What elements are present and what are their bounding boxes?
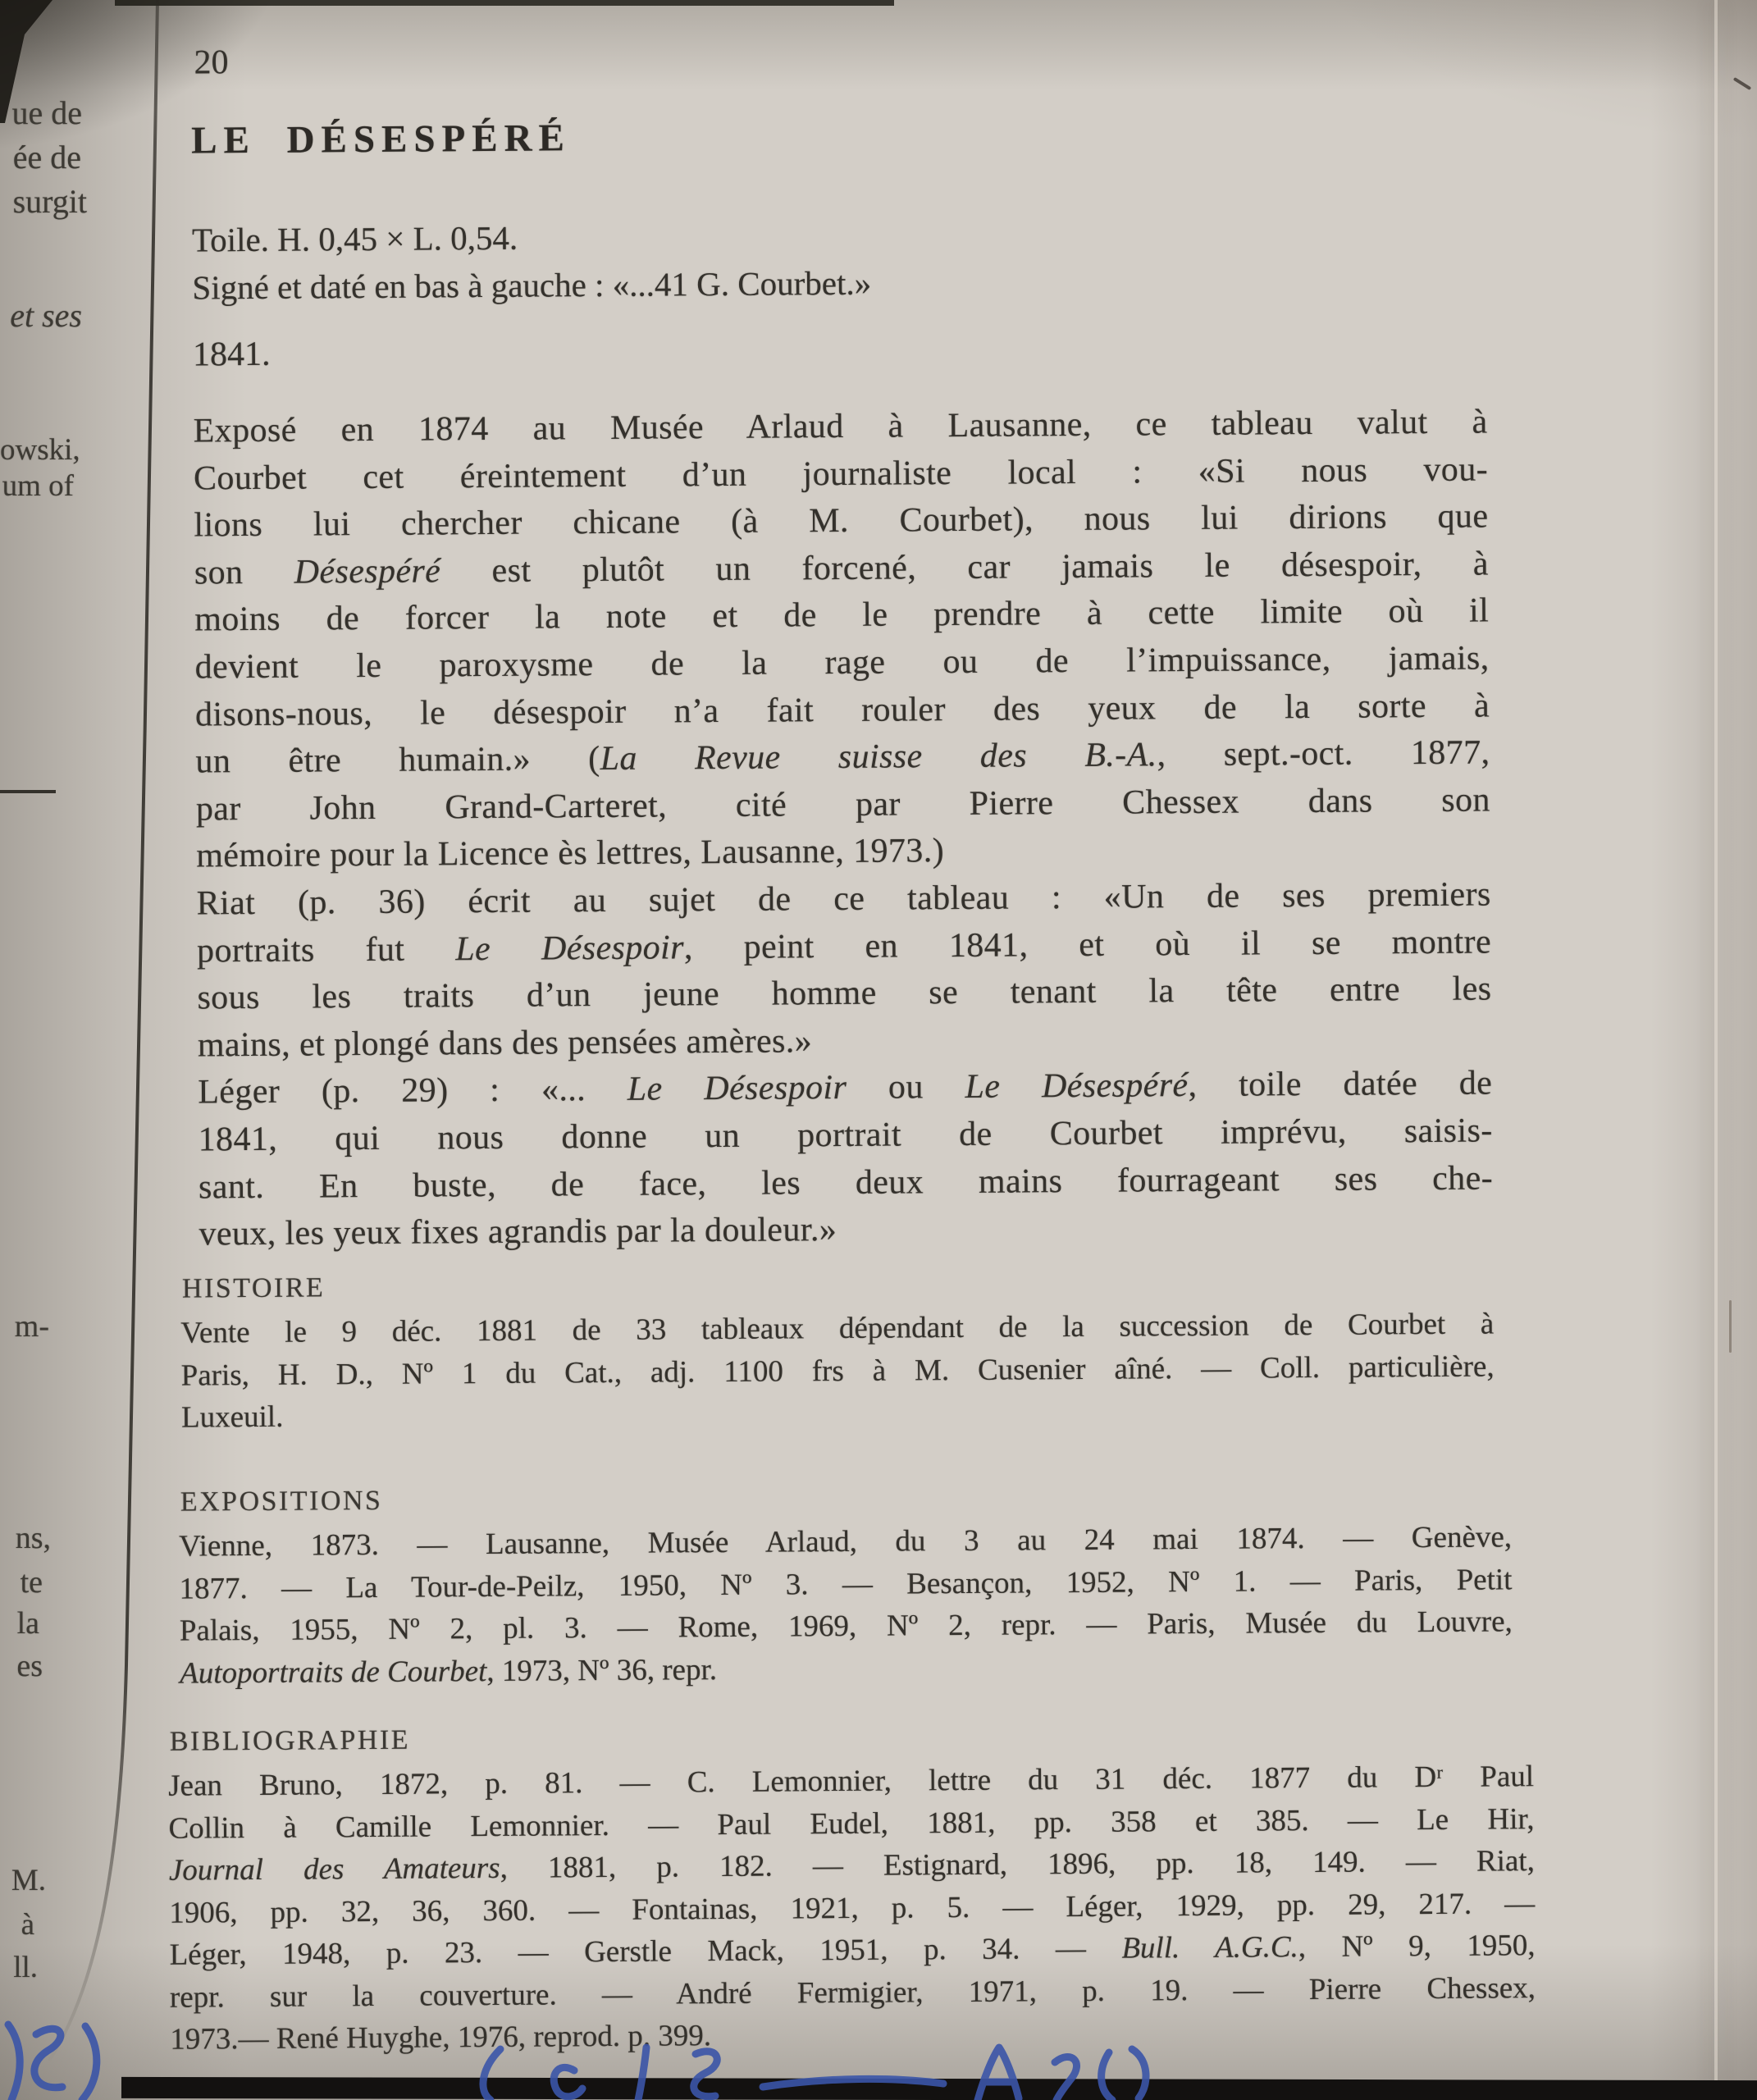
handwriting-stroke xyxy=(34,2029,62,2087)
text-line: portraits fut Le Désespoir, peint en 1841, et où il se montre xyxy=(196,922,1492,970)
facing-text-fragment: la xyxy=(16,1606,39,1641)
text-line: Léger, 1948, p. 23. — Gerstle Mack, 1951, p. 34. — Bull. A.G.C., Nº 9, 1950, xyxy=(169,1929,1536,1972)
handwriting-stroke xyxy=(8,2025,20,2100)
text-line: Autoportraits de Courbet, 1973, Nº 36, repr. xyxy=(180,1652,718,1691)
text-line: Palais, 1955, Nº 2, pl. 3. — Rome, 1969, Nº 2, repr. — Paris, Musée du Louvre, xyxy=(179,1605,1513,1648)
facing-text-fragment: es xyxy=(16,1649,43,1683)
text-line: 1973.— René Huyghe, 1976, reprod. p. 399. xyxy=(170,2019,712,2057)
text-line: Paris, H. D., Nº 1 du Cat., adj. 1100 frs à M. Cusenier aîné. — Coll. particulière, xyxy=(180,1349,1495,1393)
section-expositions xyxy=(179,1477,1513,1694)
artwork-details xyxy=(192,207,1487,311)
entry-commentary xyxy=(193,399,1493,1258)
text-line: moins de forcer la note et de le prendre à cette limite où il xyxy=(194,591,1490,639)
text-line: Riat (p. 36) écrit au sujet de ce tableau : «Un de ses premiers xyxy=(196,875,1491,923)
italic-title: La Revue suisse des B.-A. xyxy=(600,736,1157,778)
facing-text-fragment: ns, xyxy=(15,1521,51,1555)
text-line: mains, et plongé dans des pensées amères.» xyxy=(197,1021,813,1065)
section-heading: HISTOIRE xyxy=(181,1272,326,1304)
section-histoire xyxy=(180,1263,1495,1439)
medium-dimensions-line: Toile. H. 0,45 × L. 0,54. xyxy=(191,218,518,259)
text-line: mémoire pour la Licence ès lettres, Lausanne, 1973.) xyxy=(196,832,945,875)
text-line: Vente le 9 déc. 1881 de 33 tableaux dépendant de la succession de Courbet à xyxy=(180,1307,1495,1350)
text-line: Jean Bruno, 1872, p. 81. — C. Lemonnier, lettre du 31 déc. 1877 du Dʳ Paul xyxy=(168,1760,1535,1803)
italic-title: Journal des Amateurs xyxy=(168,1851,500,1888)
facing-text-fragment: te xyxy=(20,1565,43,1600)
text-line: par John Grand-Carteret, cité par Pierre Chessex dans son xyxy=(195,781,1490,829)
page-crease xyxy=(1714,0,1718,2100)
text-line: Luxeuil. xyxy=(180,1399,284,1435)
paper-nick xyxy=(1733,77,1751,90)
text-line: Collin à Camille Lemonnier. — Paul Eudel, 1881, pp. 358 et 385. — Le Hir, xyxy=(168,1801,1535,1846)
paragraph-leger xyxy=(198,1061,1494,1258)
section-heading: EXPOSITIONS xyxy=(180,1485,383,1518)
text-line: Journal des Amateurs, 1881, p. 182. — Estignard, 1896, pp. 18, 149. — Riat, xyxy=(168,1844,1536,1888)
section-body xyxy=(168,1755,1536,2061)
text-line: Vienne, 1873. — Lausanne, Musée Arlaud, du 3 au 24 mai 1874. — Genève, xyxy=(178,1520,1513,1564)
text-line: devient le paroxysme de la rage ou de l’impuissance, jamais, xyxy=(194,639,1490,687)
text-line: sous les traits d’un jeune homme se tenant la tête entre les xyxy=(197,970,1492,1017)
text-line: un être humain.» (La Revue suisse des B.-A., sept.-oct. 1877, xyxy=(195,733,1490,781)
text-line: lions lui chercher chicane (à M. Courbet), nous lui dirions que xyxy=(194,497,1489,545)
text-line: son Désespéré est plutôt un forcené, car jamais le désespoir, à xyxy=(194,545,1489,592)
text-line: Léger (p. 29) : «... Le Désespoir ou Le Désespéré, toile datée de xyxy=(198,1064,1493,1112)
section-bibliographie xyxy=(168,1716,1536,2061)
facing-text-fragment: m- xyxy=(14,1309,49,1344)
italic-title: Le Désespéré xyxy=(965,1066,1189,1107)
paragraph-riat xyxy=(196,871,1492,1069)
signature-line: Signé et daté en bas à gauche : «...41 G. Courbet.» xyxy=(192,263,872,307)
facing-text-fragment: ll. xyxy=(13,1951,38,1984)
facing-text-fragment: ée de xyxy=(12,139,81,176)
section-body xyxy=(179,1516,1513,1694)
facing-text-fragment: M. xyxy=(11,1864,46,1897)
handwriting-stroke xyxy=(82,2026,97,2100)
paragraph-expose xyxy=(193,399,1490,880)
section-body xyxy=(180,1303,1495,1439)
italic-title: Désespéré xyxy=(294,552,441,591)
section-heading: BIBLIOGRAPHIE xyxy=(169,1724,411,1757)
page-top-edge xyxy=(115,0,894,6)
facing-text-fragment: um of xyxy=(2,469,74,503)
facing-text-fragment: et ses xyxy=(10,297,82,334)
text-line: Courbet cet éreintement d’un journaliste local : «Si nous vou- xyxy=(193,450,1489,498)
artwork-date: 1841. xyxy=(192,335,271,374)
text-line: 1841, qui nous donne un portrait de Courbet imprévu, saisis- xyxy=(198,1112,1493,1159)
text-line: sant. En buste, de face, les deux mains fourrageant ses che- xyxy=(198,1158,1494,1206)
facing-page-rule xyxy=(0,790,56,793)
text-line: Exposé en 1874 au Musée Arlaud à Lausanne, ce tableau valut à xyxy=(193,403,1488,450)
entry-title: LE DÉSESPÉRÉ xyxy=(190,116,572,162)
facing-text-fragment: surgit xyxy=(12,183,87,220)
paper-nick xyxy=(1729,1300,1732,1353)
text-line: 1906, pp. 32, 36, 360. — Fontainas, 1921, p. 5. — Léger, 1929, pp. 29, 217. — xyxy=(169,1886,1536,1930)
facing-text-fragment: owski, xyxy=(0,433,80,467)
italic-title: Autoportraits de Courbet xyxy=(180,1654,487,1691)
text-line: veux, les yeux fixes agrandis par la douleur.» xyxy=(199,1211,837,1253)
facing-text-fragment: ue de xyxy=(11,94,82,131)
page-number: 20 xyxy=(194,43,229,82)
italic-title: Le Désespoir xyxy=(627,1069,847,1109)
italic-title: Le Désespoir xyxy=(455,928,685,968)
text-line: disons-nous, le désespoir n’a fait rouler des yeux de la sorte à xyxy=(194,687,1490,734)
text-line: 1877. — La Tour-de-Peilz, 1950, Nº 3. — Besançon, 1952, Nº 1. — Paris, Petit xyxy=(179,1562,1513,1606)
italic-title: Bull. A.G.C. xyxy=(1121,1930,1298,1965)
text-line: repr. sur la couverture. — André Fermigier, 1971, p. 19. — Pierre Chessex, xyxy=(169,1970,1536,2015)
photo-bottom-edge xyxy=(121,2077,1757,2100)
facing-text-fragment: à xyxy=(21,1908,34,1942)
